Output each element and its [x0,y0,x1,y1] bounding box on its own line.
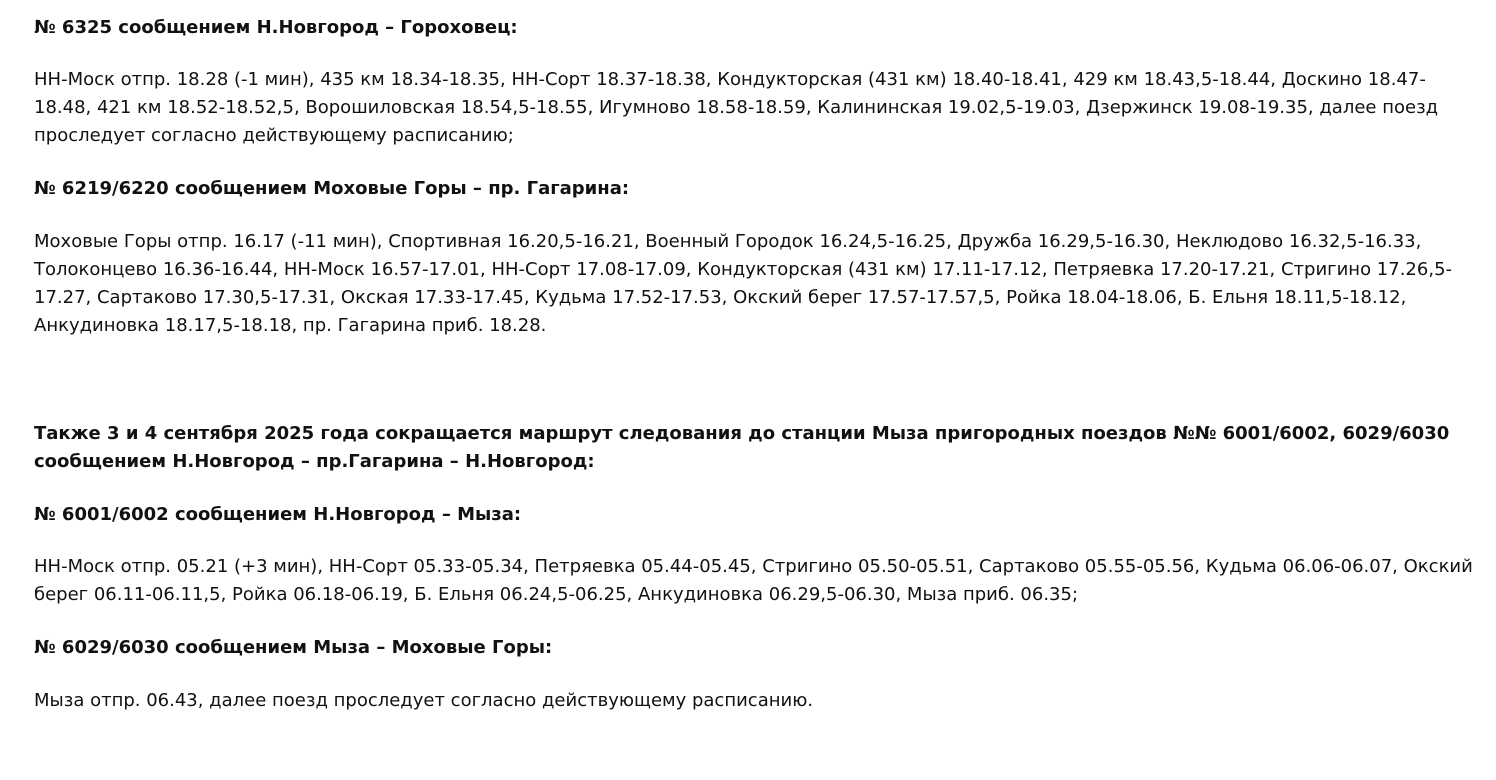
train-6219-6220-heading: № 6219/6220 сообщением Моховые Горы – пр. Гагарина: [34,178,630,199]
train-6001-6002-schedule: НН-Моск отпр. 05.21 (+3 мин), НН-Сорт 05.33-05.34, Петряевка 05.44-05.45, Стригино 05.50-05.51, Сартаково 05.55-05.56, Кудьма 06.06-06.07, Окский берег 06.11-06.11,5, Ройка 06.18-06.19, Б. Ельня 06.24,5-06.25, Анкудиновка 06.29,5-06.30, Мыза приб. 06.35; [34,556,1473,605]
train-6001-6002-heading: № 6001/6002 сообщением Н.Новгород – Мыза: [34,504,522,525]
train-6325-heading: № 6325 сообщением Н.Новгород – Гороховец: [34,17,518,38]
train-6219-6220-schedule: Моховые Горы отпр. 16.17 (-11 мин), Спортивная 16.20,5-16.21, Военный Городок 16.24,5-16.25, Дружба 16.29,5-16.30, Неклюдово 16.32,5-16.33, Толоконцево 16.36-16.44, НН-Моск 16.57-17.01, НН-Сорт 17.08-17.09, Кондукторская (431 км) 17.11-17.12, Петряевка 17.20-17.21, Стригино 17.26,5-17.27, Сартаково 17.30,5-17.31, Окская 17.33-17.45, Кудьма 17.52-17.53, Окский берег 17.57-17.57,5, Ройка 18.04-18.06, Б. Ельня 18.11,5-18.12, Анкудиновка 18.17,5-18.18, пр. Гагарина приб. 18.28. [34,231,1453,336]
train-6029-6030-heading: № 6029/6030 сообщением Мыза – Моховые Горы: [34,637,553,658]
train-6325-schedule: НН-Моск отпр. 18.28 (-1 мин), 435 км 18.34-18.35, НН-Сорт 18.37-18.38, Кондукторская (431 км) 18.40-18.41, 429 км 18.43,5-18.44, Доскино 18.47-18.48, 421 км 18.52-18.52,5, Ворошиловская 18.54,5-18.55, Игумново 18.58-18.59, Калининская 19.02,5-19.03, Дзержинск 19.08-19.35, далее поезд проследует согласно действующему расписанию; [34,69,1439,146]
train-6029-6030-schedule: Мыза отпр. 06.43, далее поезд проследует согласно действующему расписанию. [34,690,814,711]
route-shortening-announcement: Также 3 и 4 сентября 2025 года сокращается маршрут следования до станции Мыза пригородных поездов №№ 6001/6002, 6029/6030 сообщением Н.Новгород – пр.Гагарина – Н.Новгород: [34,423,1450,472]
